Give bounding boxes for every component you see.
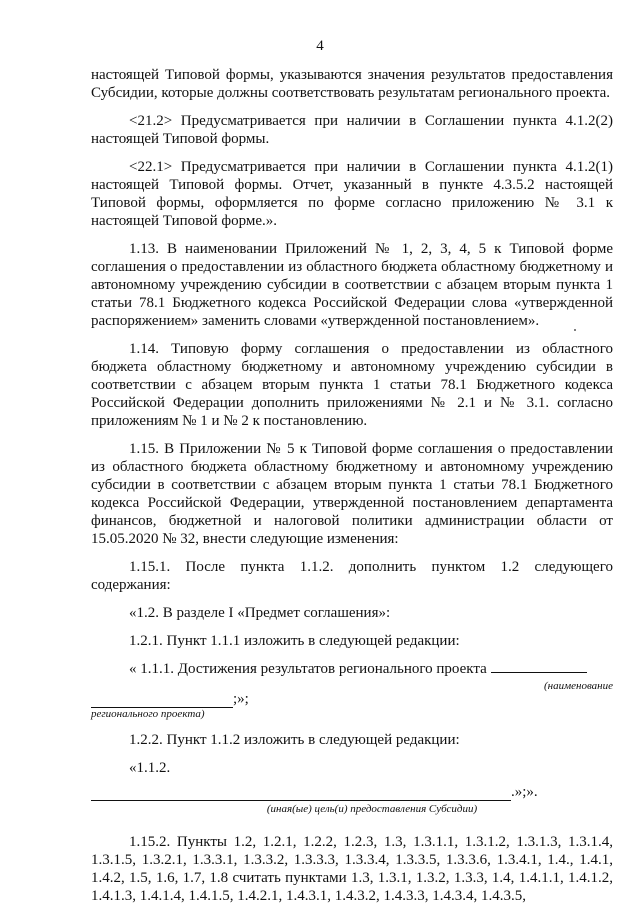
paragraph-1-2-2: 1.2.2. Пункт 1.1.2 изложить в следующей редакции:	[129, 732, 460, 748]
footnote-21-2: <21.2> Предусматривается при наличии в Соглашении пункта 4.1.2(2) настоящей Типовой формы.	[91, 113, 613, 147]
document-body	[91, 66, 613, 915]
footnote-22-1: <22.1> Предусматривается при наличии в Соглашении пункта 4.1.2(1) настоящей Типовой формы. Отчет, указанный в пункте 4.3.5.2 настоящей Типовой формы, оформляется по форме согласно приложению № 3.1 к настоящей Типовой форме.».	[91, 159, 613, 229]
fill-row-project	[91, 692, 613, 708]
fill-line-project-name	[491, 672, 587, 673]
paragraph-1-1-2-start: «1.1.2.	[129, 760, 171, 776]
paragraph-1-1-1	[91, 660, 613, 678]
fill-line-goal	[91, 786, 511, 801]
scan-speck	[574, 329, 576, 331]
paragraph-1-15-2: 1.15.2. Пункты 1.2, 1.2.1, 1.2.2, 1.2.3, 1.3, 1.3.1.1, 1.3.1.2, 1.3.1.3, 1.3.1.4, 1.3.1.5, 1.3.2.1, 1.3.3.1, 1.3.3.2, 1.3.3.3, 1.3.3.4, 1.3.3.5, 1.3.3.6, 1.3.4.1, 1.4., 1.4.1, 1.4.2, 1.5, 1.6, 1.7, 1.8 считать пунктами 1.3, 1.3.1, 1.3.2, 1.3.3, 1.4, 1.4.1.1, 1.4.1.2, 1.4.1.3, 1.4.1.4, 1.4.1.5, 1.4.2.1, 1.4.3.1, 1.4.3.2, 1.4.3.3, 1.4.3.4, 1.4.3.5,	[91, 834, 613, 904]
paragraph-1-14: 1.14. Типовую форму соглашения о предоставлении из областного бюджета областному бюджетному и автономному учреждению субсидии в соответствии с абзацем вторым пункта 1 статьи 78.1 Бюджетного кодекса Российской Федерации дополнить приложениями № 2.1 и № 3.1. согласно приложениям № 1 и № 2 к постановлению.	[91, 341, 613, 429]
hint-goal: (иная(ые) цель(и) предоставления Субсидии)	[266, 803, 478, 815]
paragraph-1-1-1-text: « 1.1.1. Достижения результатов регионального проекта	[129, 661, 487, 677]
paragraph-1-2-heading: «1.2. В разделе I «Предмет соглашения»:	[129, 605, 391, 621]
hint-name-b: регионального проекта)	[91, 708, 205, 720]
paragraph-continuation: настоящей Типовой формы, указываются значения результатов предоставления Субсидии, которые должны соответствовать результатам регионального проекта.	[91, 67, 613, 101]
paragraph-1-2-1: 1.2.1. Пункт 1.1.1 изложить в следующей редакции:	[129, 633, 460, 649]
page-number: 4	[316, 38, 324, 54]
closing-mark-2: .»;».	[511, 784, 538, 800]
paragraph-1-13: 1.13. В наименовании Приложений № 1, 2, 3, 4, 5 к Типовой форме соглашения о предоставлении из областного бюджета областному бюджетному и автономному учреждению субсидии в соответствии с абзацем вторым пункта 1 статьи 78.1 Бюджетного кодекса Российской Федерации слова «утвержденной распоряжением» заменить словами «утвержденной постановлением».	[91, 241, 613, 329]
paragraph-1-15-1: 1.15.1. После пункта 1.1.2. дополнить пунктом 1.2 следующего содержания:	[91, 559, 613, 593]
fill-row-goal	[91, 783, 613, 801]
paragraph-1-15: 1.15. В Приложении № 5 к Типовой форме соглашения о предоставлении из областного бюджета областному бюджетному и автономному учреждению субсидии в соответствии с абзацем вторым пункта 1 статьи 78.1 Бюджетного кодекса Российской Федерации, утвержденной постановлением департамента финансов, бюджетной и налоговой политики администрации области от 15.05.2020 № 32, внести следующие изменения:	[91, 441, 613, 547]
closing-mark-1: ;»;	[233, 691, 249, 707]
hint-name-a: (наименование	[543, 680, 613, 692]
